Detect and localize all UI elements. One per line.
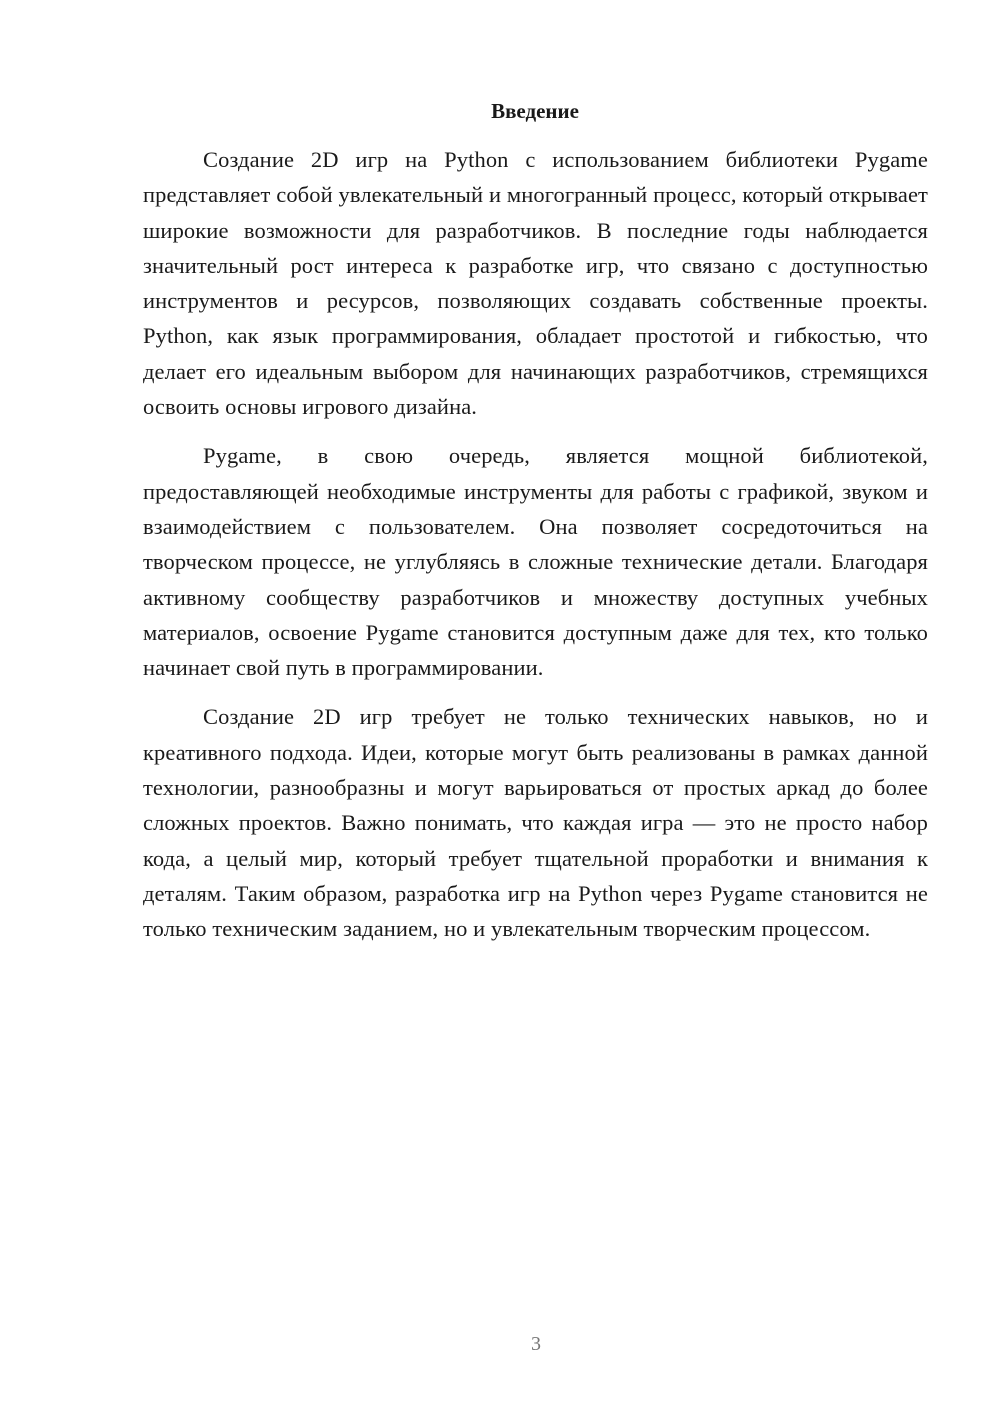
paragraph-2: Pygame, в свою очередь, является мощной библиотекой, предоставляющей необходимые инструменты для работы с графикой, звуком и взаимодействием с пользователем. Она позволяет сосредоточиться на творческом процессе, не углубляясь в сложные технические детали. Благодаря активному сообществу разработчиков и множеству доступных учебных материалов, освоение Pygame становится доступным даже для тех, кто только начинает свой путь в программировании. bbox=[143, 443, 928, 681]
body-text bbox=[143, 142, 928, 961]
paragraph-1: Создание 2D игр на Python с использованием библиотеки Pygame представляет собой увлекательный и многогранный процесс, который открывает широкие возможности для разработчиков. В последние годы наблюдается значительный рост интереса к разработке игр, что связано с доступностью инструментов и ресурсов, позволяющих создавать собственные проекты. Python, как язык программирования, обладает простотой и гибкостью, что делает его идеальным выбором для начинающих разработчиков, стремящихся освоить основы игрового дизайна. bbox=[143, 147, 928, 420]
paragraph-3: Создание 2D игр требует не только технических навыков, но и креативного подхода. Идеи, которые могут быть реализованы в рамках данной технологии, разнообразны и могут варьироваться от простых аркад до более сложных проектов. Важно понимать, что каждая игра — это не просто набор кода, а целый мир, который требует тщательной проработки и внимания к деталям. Таким образом, разработка игр на Python через Pygame становится не только техническим заданием, но и увлекательным творческим процессом. bbox=[143, 704, 928, 942]
page-title: Введение bbox=[491, 99, 579, 123]
page-number: 3 bbox=[531, 1333, 541, 1355]
